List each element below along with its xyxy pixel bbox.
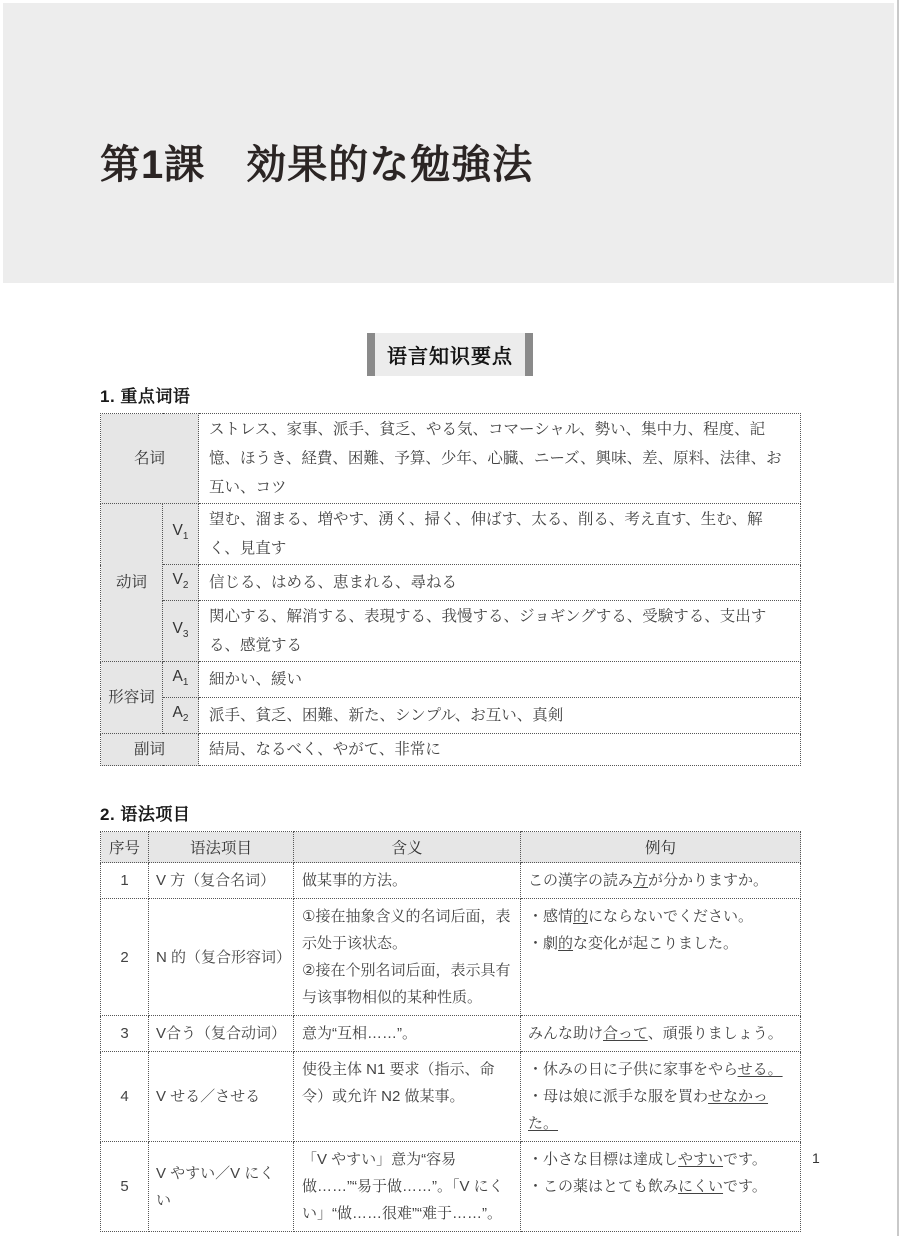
row-number: 4 <box>101 1052 149 1142</box>
text-segment: ・小さな目標は達成し <box>528 1151 679 1169</box>
col-header-number: 序号 <box>101 832 149 863</box>
underlined-text: せなかった。 <box>528 1088 769 1133</box>
noun-words: ストレス、家事、派手、貧乏、やる気、コマーシャル、勢い、集中力、程度、記憶、ほうき、経費、困難、予算、少年、心臓、ニーズ、興味、差、原料、法律、お互い、コツ <box>199 414 801 504</box>
grammar-examples <box>521 1016 801 1052</box>
pos-tag-sub: 1 <box>182 677 189 689</box>
vocab-row-v3 <box>101 601 801 662</box>
verb-type-v3-label <box>163 601 199 662</box>
example-sentence <box>528 1173 798 1200</box>
pos-tag-sub: 2 <box>182 713 189 725</box>
text-segment: ・休みの日に子供に家事をやら <box>528 1061 738 1079</box>
v1-words: 望む、溜まる、増やす、湧く、掃く、伸ばす、太る、削る、考え直す、生む、解く、見直す <box>199 504 801 565</box>
pos-tag: V <box>172 571 183 588</box>
grammar-row-4 <box>101 1052 801 1142</box>
grammar-table <box>100 831 801 1232</box>
text-segment: ・母は娘に派手な服を買わ <box>528 1088 709 1106</box>
pos-tag-sub: 1 <box>182 531 189 543</box>
text-segment: です。 <box>723 1178 767 1196</box>
example-sentence <box>528 903 798 930</box>
adverb-words: 結局、なるべく、やがて、非常に <box>199 734 801 766</box>
lesson-title: 第1課 効果的な勉強法 <box>100 143 534 187</box>
meaning-paragraph: ①接在抽象含义的名词后面，表示处于该状态。 <box>302 908 511 953</box>
row-number: 3 <box>101 1016 149 1052</box>
col-header-example: 例句 <box>521 832 801 863</box>
verb-type-v1-label <box>163 504 199 565</box>
grammar-meaning <box>294 1142 521 1232</box>
a1-words: 細かい、緩い <box>199 662 801 698</box>
meaning-paragraph: 使役主体 N1 要求（指示、命令）或允许 N2 做某事。 <box>302 1061 495 1106</box>
meaning-paragraph: 意为“互相……”。 <box>302 1025 417 1043</box>
col-header-meaning: 含义 <box>294 832 521 863</box>
grammar-row-2 <box>101 899 801 1016</box>
underlined-text: 合って <box>603 1025 648 1043</box>
pos-tag-sub: 2 <box>182 580 189 592</box>
grammar-row-5 <box>101 1142 801 1232</box>
example-sentence <box>528 1020 798 1047</box>
text-segment: にならないでください。 <box>588 908 754 926</box>
grammar-item: V合う（复合动词） <box>149 1016 294 1052</box>
underlined-text: にくい <box>678 1178 724 1196</box>
page-edge-line <box>897 0 899 1236</box>
pos-tag: A <box>172 704 183 722</box>
adj-type-a2-label <box>163 698 199 734</box>
pos-label-verb: 动词 <box>101 504 163 662</box>
example-sentence <box>528 867 798 894</box>
text-segment: ・劇 <box>528 935 559 953</box>
vocab-row-adverb <box>101 734 801 766</box>
example-sentence <box>528 1056 798 1083</box>
vocab-section-heading: 1. 重点词语 <box>100 387 191 406</box>
pos-tag: V <box>172 619 183 637</box>
adj-type-a1-label <box>163 662 199 698</box>
vocab-row-a2 <box>101 698 801 734</box>
badge-label: 语言知识要点 <box>387 346 513 368</box>
grammar-meaning <box>294 1052 521 1142</box>
grammar-examples <box>521 1052 801 1142</box>
example-sentence <box>528 1083 798 1137</box>
pos-tag-sub: 3 <box>182 628 189 640</box>
underlined-text: 的 <box>558 935 574 953</box>
underlined-text: 方 <box>633 872 649 890</box>
text-segment: この漢字の読み <box>528 872 634 890</box>
vocab-row-v2 <box>101 565 801 601</box>
a2-words: 派手、貧乏、困難、新た、シンプル、お互い、真剣 <box>199 698 801 734</box>
col-header-item: 语法项目 <box>149 832 294 863</box>
lesson-header-banner <box>3 3 894 283</box>
pos-label-noun: 名词 <box>101 414 199 504</box>
grammar-row-1 <box>101 863 801 899</box>
grammar-meaning <box>294 863 521 899</box>
example-sentence <box>528 930 798 957</box>
row-number: 5 <box>101 1142 149 1232</box>
page-content <box>100 283 800 1232</box>
text-segment: みんな助け <box>528 1025 604 1043</box>
grammar-section-heading: 2. 语法项目 <box>100 805 191 825</box>
verb-type-v2-label <box>163 565 199 601</box>
grammar-item: N 的（复合形容词） <box>149 899 294 1016</box>
row-number: 2 <box>101 899 149 1016</box>
grammar-examples <box>521 863 801 899</box>
v3-words: 関心する、解消する、表現する、我慢する、ジョギングする、受験する、支出する、感覚する <box>199 601 801 662</box>
meaning-paragraph: ②接在个别名词后面，表示具有与该事物相似的某种性质。 <box>302 962 511 1007</box>
grammar-item: V せる／させる <box>149 1052 294 1142</box>
text-segment: です。 <box>723 1151 767 1169</box>
pos-tag: V <box>172 522 183 540</box>
text-segment: な変化が起こりました。 <box>573 935 739 953</box>
grammar-examples <box>521 1142 801 1232</box>
vocab-row-v1 <box>101 504 801 565</box>
grammar-meaning <box>294 899 521 1016</box>
grammar-header-row <box>101 832 801 863</box>
vocab-row-a1 <box>101 662 801 698</box>
underlined-text: 的 <box>573 908 589 926</box>
badge-right-bar <box>525 333 533 376</box>
underlined-text: せる。 <box>737 1061 783 1079</box>
text-segment: ・この薬はとても飲み <box>528 1178 679 1196</box>
example-sentence <box>528 1146 798 1173</box>
grammar-examples <box>521 899 801 1016</box>
grammar-row-3 <box>101 1016 801 1052</box>
meaning-paragraph: 「V やすい」意为“容易做……”“易于做……”。「V にくい」“做……很难”“难于……”。 <box>302 1151 504 1223</box>
vocab-table <box>100 413 801 766</box>
pos-tag: A <box>172 668 183 686</box>
meaning-paragraph: 做某事的方法。 <box>302 872 408 890</box>
grammar-item: V 方（复合名词） <box>149 863 294 899</box>
page-number: 1 <box>812 1150 820 1166</box>
grammar-meaning <box>294 1016 521 1052</box>
section-badge <box>367 333 533 376</box>
grammar-item: V やすい／V にくい <box>149 1142 294 1232</box>
text-segment: ・感情 <box>528 908 574 926</box>
vocab-row-noun <box>101 414 801 504</box>
pos-label-adjective: 形容词 <box>101 662 163 734</box>
v2-words: 信じる、はめる、恵まれる、尋ねる <box>199 565 801 601</box>
row-number: 1 <box>101 863 149 899</box>
underlined-text: やすい <box>678 1151 724 1169</box>
text-segment: 、頑張りましょう。 <box>647 1025 783 1043</box>
pos-label-adverb: 副词 <box>101 734 199 766</box>
badge-left-bar <box>367 333 375 376</box>
text-segment: が分かりますか。 <box>648 872 769 890</box>
